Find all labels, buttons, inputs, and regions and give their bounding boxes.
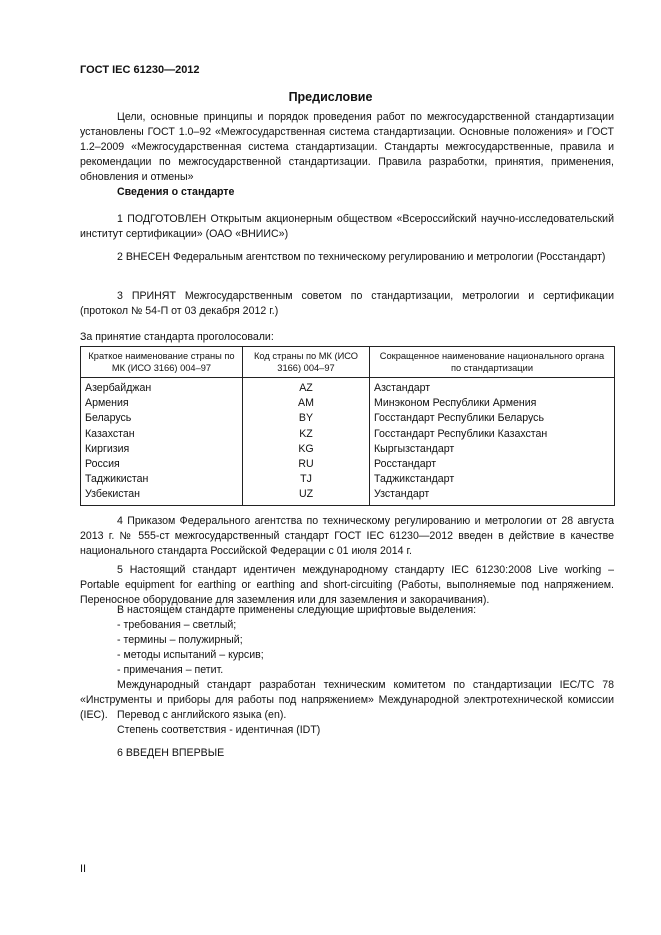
item-6-line: 6 ВВЕДЕН ВПЕРВЫЕ xyxy=(117,747,225,759)
table-header-country: Краткое наименование страны по МК (ИСО 3166) 004–97 xyxy=(81,347,243,378)
page-title: Предисловие xyxy=(288,90,373,104)
country-cell: Беларусь xyxy=(81,411,243,426)
body-cell: Кыргызстандарт xyxy=(370,442,615,457)
table-row xyxy=(81,427,615,442)
body-cell: Таджикстандарт xyxy=(370,472,615,487)
body-cell: Госстандарт Республики Казахстан xyxy=(370,427,615,442)
item-3-paragraph: 3 ПРИНЯТ Межгосударственным советом по стандартизации, метрологии и сертификации (протокол № 54-П от 03 декабря 2012 г.) xyxy=(80,290,614,317)
item-5-paragraph: 5 Настоящий стандарт идентичен международному стандарту IEC 61230:2008 Live working – Portable equipment for earthing or earthing and short-circuiting (Работы, выполняемые под напряжением. Переносное оборудование для заземления или для заземления и закорачивания). xyxy=(80,564,614,606)
code-cell: AM xyxy=(243,396,370,411)
country-cell: Россия xyxy=(81,457,243,472)
table-row xyxy=(81,442,615,457)
table-header-code: Код страны по МК (ИСО 3166) 004–97 xyxy=(243,347,370,378)
body-cell: Минэконом Республики Армения xyxy=(370,396,615,411)
fonts-list-item: - термины – полужирный; xyxy=(117,634,243,646)
fonts-list-item: - методы испытаний – курсив; xyxy=(117,649,264,661)
code-cell: TJ xyxy=(243,472,370,487)
table-row xyxy=(81,487,615,505)
table-row xyxy=(81,457,615,472)
table-row xyxy=(81,378,615,397)
table-header-row xyxy=(81,347,615,378)
table-header-body: Сокращенное наименование национального органа по стандартизации xyxy=(370,347,615,378)
country-cell: Казахстан xyxy=(81,427,243,442)
item-1-paragraph: 1 ПОДГОТОВЛЕН Открытым акционерным обществом «Всероссийский научно-исследовательский институт сертификации» (ОАО «ВНИИС») xyxy=(80,213,614,240)
table-row xyxy=(81,472,615,487)
country-cell: Армения xyxy=(81,396,243,411)
country-cell: Азербайджан xyxy=(81,378,243,397)
country-cell: Узбекистан xyxy=(81,487,243,505)
translation-line: Перевод с английского языка (en). xyxy=(117,709,287,721)
document-header: ГОСТ IEC 61230—2012 xyxy=(80,64,200,76)
fonts-list-item: - примечания – петит. xyxy=(117,664,224,676)
table-row xyxy=(81,411,615,426)
intro-paragraph: Цели, основные принципы и порядок проведения работ по межгосударственной стандартизации установлены ГОСТ 1.0–92 «Межгосударственная система стандартизации. Основные положения» и ГОСТ 1.2–2009 «Межгосударственная система стандартизации. Стандарты межгосударственные, правила и рекомендации по межгосударственной стандартизации. Правила разработки, принятия, применения, обновления и отмены» xyxy=(80,111,614,183)
code-cell: KZ xyxy=(243,427,370,442)
body-cell: Азстандарт xyxy=(370,378,615,397)
code-cell: UZ xyxy=(243,487,370,505)
page-number: II xyxy=(80,863,87,875)
country-cell: Таджикистан xyxy=(81,472,243,487)
code-cell: AZ xyxy=(243,378,370,397)
info-heading: Сведения о стандарте xyxy=(117,186,235,198)
code-cell: KG xyxy=(243,442,370,457)
body-cell: Узстандарт xyxy=(370,487,615,505)
developed-paragraph: Международный стандарт разработан техническим комитетом по стандартизации IEC/TC 78 «Инструменты и приборы для работы под напряжением» Международной электротехнической комиссии (IEC). xyxy=(80,679,614,721)
fonts-list-item: - требования – светлый; xyxy=(117,619,237,631)
item-2-paragraph: 2 ВНЕСЕН Федеральным агентством по техническому регулированию и метрологии (Росстандарт) xyxy=(117,251,606,263)
fonts-intro: В настоящем стандарте применены следующие шрифтовые выделения: xyxy=(117,604,477,616)
body-cell: Росстандарт xyxy=(370,457,615,472)
item-4-paragraph: 4 Приказом Федерального агентства по техническому регулированию и метрологии от 28 августа 2013 г. № 555-ст межгосударственный стандарт ГОСТ IEC 61230—2012 введен в действие в качестве национального стандарта Российской Федерации с 01 июля 2014 г. xyxy=(80,515,614,557)
country-cell: Киргизия xyxy=(81,442,243,457)
code-cell: RU xyxy=(243,457,370,472)
code-cell: BY xyxy=(243,411,370,426)
voting-table xyxy=(80,346,615,506)
table-row xyxy=(81,396,615,411)
conformity-line: Степень соответствия - идентичная (IDT) xyxy=(117,724,321,736)
body-cell: Госстандарт Республики Беларусь xyxy=(370,411,615,426)
vote-caption: За принятие стандарта проголосовали: xyxy=(80,331,274,343)
